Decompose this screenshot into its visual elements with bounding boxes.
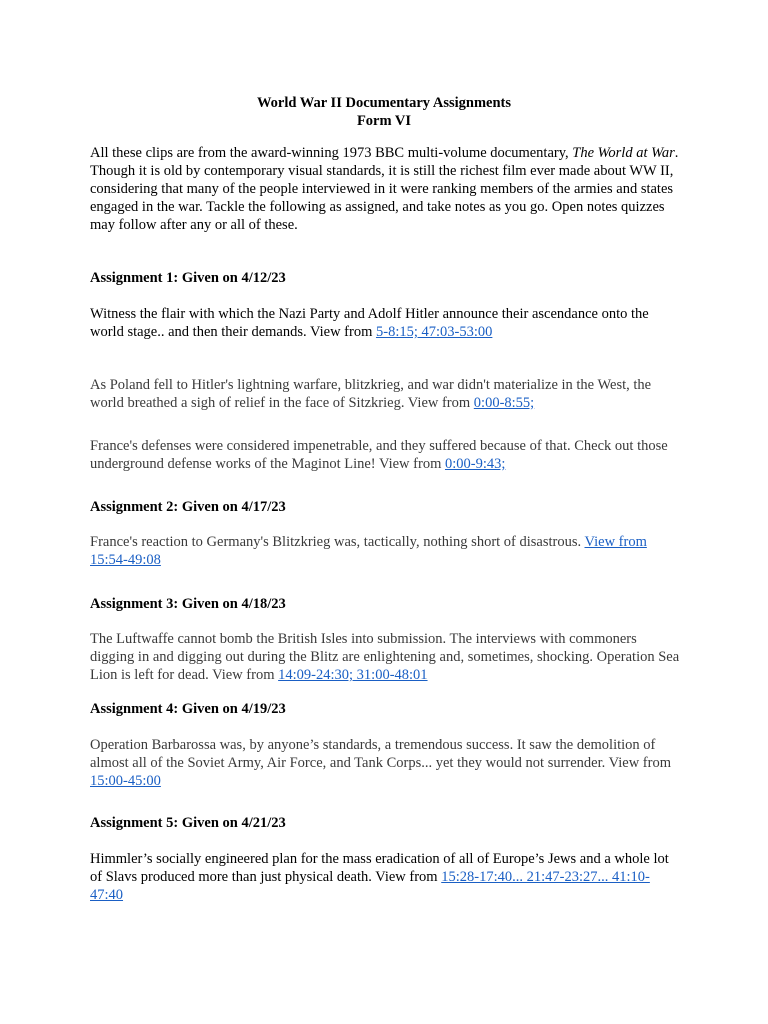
- assignment-2-paragraph-1-text: France's reaction to Germany's Blitzkrieg was, tactically, nothing short of disastrous.: [90, 534, 585, 550]
- assignment-5-paragraph-1: [90, 850, 680, 904]
- intro-paragraph: [90, 144, 680, 234]
- assignment-4-link-1[interactable]: 15:00-45:00: [90, 773, 161, 789]
- assignment-3-link-1[interactable]: 14:09-24:30; 31:00-48:01: [278, 667, 428, 683]
- assignment-5-heading: Assignment 5: Given on 4/21/23: [90, 815, 286, 831]
- assignment-1-heading: Assignment 1: Given on 4/12/23: [90, 270, 286, 286]
- assignment-1-link-1[interactable]: 5-8:15; 47:03-53:00: [375, 324, 493, 340]
- assignment-5-link-1[interactable]: 15:28-17:40... 21:47-23:27... 41:10-47:40: [90, 869, 650, 903]
- assignment-4-heading: Assignment 4: Given on 4/19/23: [90, 701, 286, 717]
- assignment-2-paragraph-1: [90, 533, 680, 569]
- assignment-1-paragraph-3: [90, 437, 680, 473]
- assignment-1-paragraph-3-text: France's defenses were considered impenetrable, and they suffered because of that. Check out those underground defense works of the Maginot Line! View from: [90, 438, 668, 472]
- assignment-1-paragraph-1: [90, 305, 680, 341]
- assignment-1-link-3[interactable]: 0:00-9:43;: [444, 456, 506, 472]
- assignment-1-paragraph-2-text: As Poland fell to Hitler's lightning warfare, blitzkrieg, and war didn't materialize in the West, the world breathed a sigh of relief in the face of Sitzkrieg. View from: [90, 377, 652, 411]
- intro-text-start: All these clips are from the award-winning 1973 BBC multi-volume documentary,: [90, 145, 573, 161]
- assignment-2-link-1[interactable]: View from 15:54-49:08: [90, 534, 647, 568]
- assignment-4-paragraph-1-text: Operation Barbarossa was, by anyone’s standards, a tremendous success. It saw the demolition of almost all of the Soviet Army, Air Force, and Tank Corps... yet they would not surrender. View from: [90, 737, 671, 771]
- document-header: [0, 94, 768, 130]
- document-subtitle: Form VI: [356, 113, 412, 129]
- assignment-4-paragraph-1: [90, 736, 680, 790]
- assignment-2-heading: Assignment 2: Given on 4/17/23: [90, 499, 286, 515]
- assignment-3-heading: Assignment 3: Given on 4/18/23: [90, 596, 286, 612]
- document-title: World War II Documentary Assignments: [256, 95, 512, 111]
- assignment-3-paragraph-1-text: The Luftwaffe cannot bomb the British Isles into submission. The interviews with commoners digging in and digging out during the Blitz are enlightening and, sometimes, shocking. Operation Sea Lion is left for dead. View from: [90, 631, 680, 683]
- assignment-3-paragraph-1: [90, 630, 680, 684]
- intro-film-title: The World at War: [572, 145, 675, 161]
- assignment-1-link-2[interactable]: 0:00-8:55;: [473, 395, 535, 411]
- assignment-1-paragraph-1-text: Witness the flair with which the Nazi Party and Adolf Hitler announce their ascendance onto the world stage.. and then their demands. View from: [90, 306, 649, 340]
- intro-text-end: . Though it is old by contemporary visual standards, it is still the richest film ever made about WW II, considering that many of the people interviewed in it were ranking members of the armies and states engaged in the war. Tackle the following as assigned, and take notes as you go. Open notes quizzes may follow after any or all of these.: [90, 145, 679, 233]
- assignment-1-paragraph-2: [90, 376, 680, 412]
- assignment-5-paragraph-1-text: Himmler’s socially engineered plan for the mass eradication of all of Europe’s Jews and a whole lot of Slavs produced more than just physical death. View from: [90, 851, 669, 885]
